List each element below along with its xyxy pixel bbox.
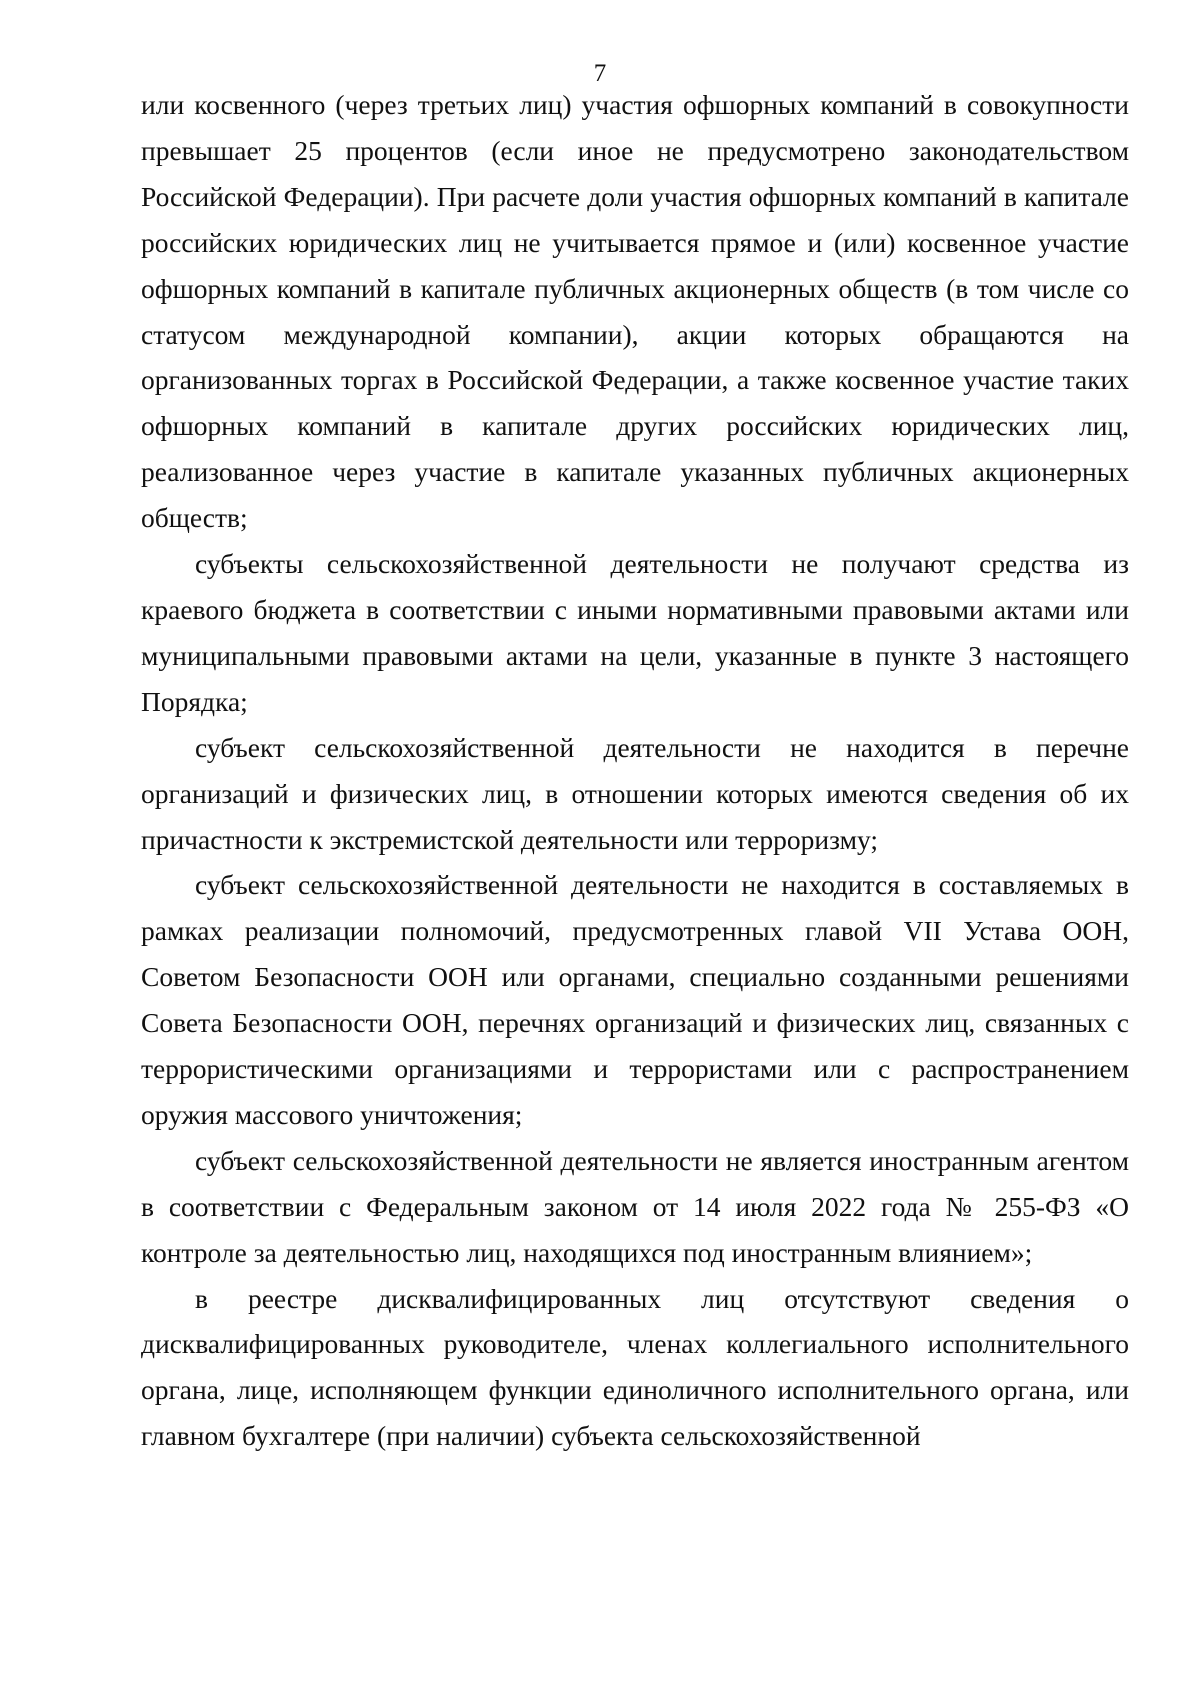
paragraph-not-in-extremism-list: субъект сельскохозяйственной деятельности не находится в перечне организаций и физических лиц, в отношении которых имеются сведения об их причастности к экстремистской деятельности или терроризму; (141, 731, 1129, 855)
document-body (141, 82, 1129, 1459)
paragraph-offshore-participation: или косвенного (через третьих лиц) участия офшорных компаний в совокупности превышает 25 процентов (если иное не предусмотрено законодательством Российской Федерации). При расчете доли участия офшорных компаний в капитале российских юридических лиц не учитывается прямое и (или) косвенное участие офшорных компаний в капитале публичных акционерных обществ (в том числе со статусом международной компании), акции которых обращаются на организованных торгах в Российской Федерации, а также косвенное участие таких офшорных компаний в капитале других российских юридических лиц, реализованное через участие в капитале указанных публичных акционерных обществ; (141, 89, 1129, 534)
paragraph-no-regional-budget-funds: субъекты сельскохозяйственной деятельности не получают средства из краевого бюджета в соответствии с иными нормативными правовыми актами или муниципальными правовыми актами на цели, указанные в пункте 3 настоящего Порядка; (141, 548, 1129, 717)
paragraph-not-in-un-lists: субъект сельскохозяйственной деятельности не находится в составляемых в рамках реализации полномочий, предусмотренных главой VII Устава ООН, Советом Безопасности ООН или органами, специально созданными решениями Совета Безопасности ООН, перечнях организаций и физических лиц, связанных с террористическими организациями и террористами или с распространением оружия массового уничтожения; (141, 869, 1129, 1130)
paragraph-not-foreign-agent: субъект сельскохозяйственной деятельности не является иностранным агентом в соответствии с Федеральным законом от 14 июля 2022 года № 255-ФЗ «О контроле за деятельностью лиц, находящихся под иностранным влиянием»; (141, 1144, 1129, 1268)
paragraph-disqualified-persons-registry: в реестре дисквалифицированных лиц отсутствуют сведения о дисквалифицированных руководителе, членах коллегиального исполнительного органа, лице, исполняющем функции единоличного исполнительного органа, или главном бухгалтере (при наличии) субъекта сельскохозяйственной (141, 1282, 1129, 1452)
page-number: 7 (593, 60, 607, 87)
